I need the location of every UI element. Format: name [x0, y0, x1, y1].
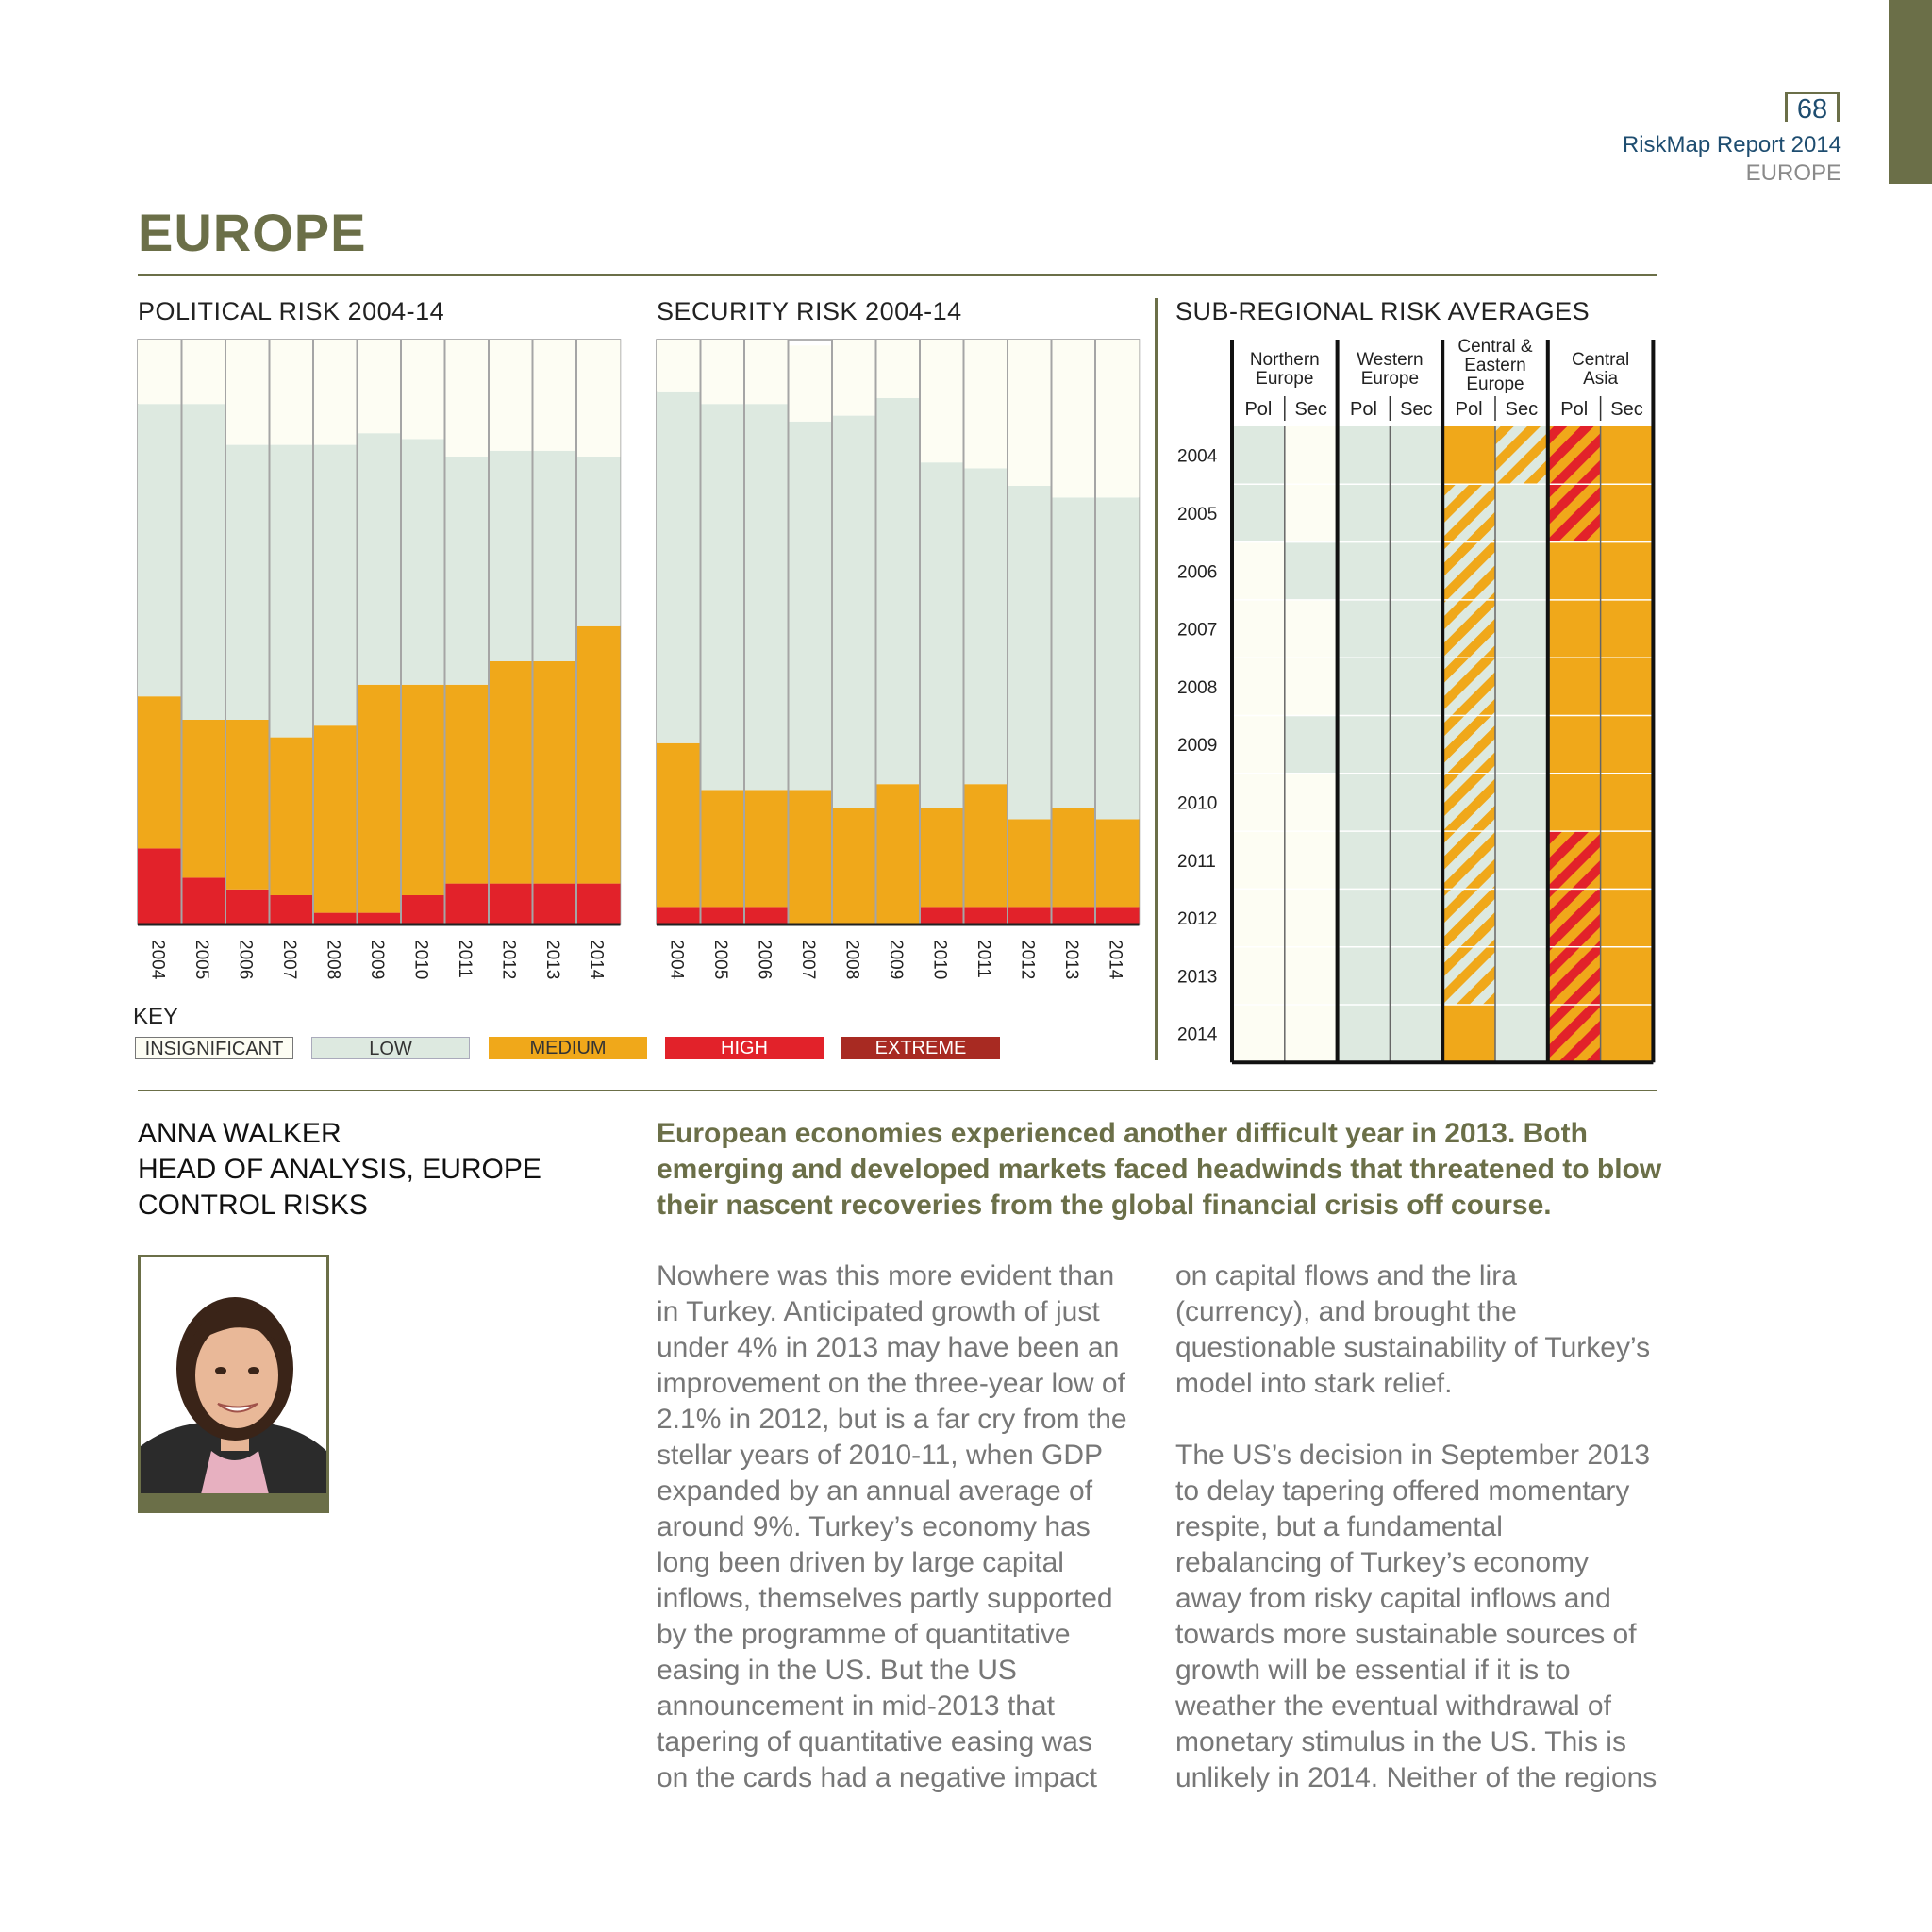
year-label: 2010 [1177, 793, 1218, 814]
security-bar-insignificant-2006 [744, 340, 789, 404]
risk-cell-2004-3 [1390, 426, 1442, 484]
risk-cell-2011-6 [1548, 831, 1601, 889]
security-bar-insignificant-2005 [701, 340, 745, 404]
region-header: Eastern [1464, 356, 1526, 375]
security-bar-low-2005 [701, 404, 745, 790]
security-bar-low-2013 [1052, 497, 1096, 808]
political-tick-label: 2013 [541, 940, 562, 980]
risk-cell-2009-4 [1442, 716, 1495, 774]
political-bar-insignificant-2007 [270, 340, 314, 445]
subregional-title: SUB-REGIONAL RISK AVERAGES [1175, 297, 1591, 325]
year-label: 2014 [1177, 1024, 1218, 1045]
security-bar-insignificant-2014 [1095, 340, 1140, 497]
section-divider [1155, 298, 1158, 1060]
risk-cell-2014-4 [1442, 1005, 1495, 1062]
region-header: Europe [1360, 369, 1420, 389]
risk-cell-2012-0 [1232, 889, 1285, 946]
political-bar-low-2012 [489, 451, 533, 661]
political-bar-insignificant-2014 [576, 340, 621, 457]
security-bar-medium-2004 [657, 743, 701, 908]
security-bar-insignificant-2012 [1008, 340, 1052, 486]
security-bar-low-2006 [744, 404, 789, 790]
risk-cell-2008-6 [1548, 658, 1601, 715]
political-bar-high-2006 [225, 890, 270, 924]
security-bar-medium-2012 [1008, 819, 1052, 907]
risk-cell-2014-3 [1390, 1005, 1442, 1062]
region-header: Europe [1256, 369, 1314, 389]
security-bar-low-2009 [876, 398, 921, 784]
region-header: Asia [1583, 369, 1619, 389]
political-bar-high-2014 [576, 884, 621, 924]
risk-cell-2012-7 [1601, 889, 1654, 946]
political-bar-insignificant-2010 [401, 340, 445, 439]
risk-cell-2004-1 [1285, 426, 1338, 484]
political-bar-medium-2012 [489, 661, 533, 884]
risk-cell-2012-5 [1495, 889, 1548, 946]
security-tick-label: 2011 [973, 940, 993, 978]
column-header-sec: Sec [1505, 399, 1539, 420]
key-insignificant: INSIGNIFICANT [135, 1037, 293, 1059]
political-tick-label: 2006 [235, 940, 256, 980]
political-bar-high-2011 [445, 884, 490, 924]
risk-cell-2006-1 [1285, 542, 1338, 600]
political-tick-label: 2012 [498, 940, 519, 980]
risk-cell-2011-0 [1232, 831, 1285, 889]
body-column-1: Nowhere was this more evident than in Turkey. Anticipated growth of just under 4% in 2013 may have been an improvement on the three-year low of 2.1% in 2012, but is a far cry from the stellar years of 2010-11, when GDP expanded by an annual average of around 9%. Turkey’s economy has long been driven by large capital inflows, themselves partly supported by the programme of quantitative easing in the US. But the US announcement in mid-2013 that tapering of quantitative easing was on the cards had a negative impact [657, 1260, 1127, 1793]
lead-paragraph: European economies experienced another difficult year in 2013. Both emerging and developed markets faced headwinds that threatened to blow their nascent recoveries from the global financial crisis off course. [657, 1118, 1662, 1221]
title-rule [138, 274, 1657, 276]
security-bar-insignificant-2004 [657, 340, 701, 392]
risk-cell-2006-2 [1338, 542, 1391, 600]
section-tab [1889, 0, 1932, 184]
author-block [138, 1116, 541, 1224]
security-bar-insignificant-2009 [876, 340, 921, 398]
portrait-illustration [141, 1257, 326, 1510]
political-bar-low-2007 [270, 445, 314, 738]
security-bar-high-2006 [744, 907, 789, 924]
risk-cell-2013-0 [1232, 947, 1285, 1005]
security-bar-high-2010 [920, 907, 964, 924]
risk-cell-2009-3 [1390, 716, 1442, 774]
risk-cell-2009-2 [1338, 716, 1391, 774]
risk-cell-2007-2 [1338, 600, 1391, 658]
risk-cell-2008-1 [1285, 658, 1338, 715]
security-tick-label: 2013 [1060, 940, 1081, 980]
photo-caption-bar [141, 1493, 326, 1510]
column-header-pol: Pol [1560, 399, 1589, 420]
political-bar-low-2004 [138, 404, 182, 696]
risk-cell-2008-7 [1601, 658, 1654, 715]
political-bar-medium-2014 [576, 626, 621, 884]
political-bar-low-2008 [313, 445, 358, 726]
security-bar-high-2005 [701, 907, 745, 924]
risk-cell-2011-3 [1390, 831, 1442, 889]
security-tick-label: 2012 [1017, 940, 1038, 980]
risk-cell-2006-6 [1548, 542, 1601, 600]
risk-cell-2010-0 [1232, 774, 1285, 831]
risk-cell-2008-0 [1232, 658, 1285, 715]
page-title: EUROPE [138, 203, 367, 262]
risk-cell-2014-6 [1548, 1005, 1601, 1062]
risk-cell-2009-7 [1601, 716, 1654, 774]
risk-cell-2005-2 [1338, 484, 1391, 541]
political-tick-label: 2007 [278, 940, 299, 980]
risk-cell-2013-6 [1548, 947, 1601, 1005]
risk-cell-2013-2 [1338, 947, 1391, 1005]
political-bar-low-2013 [533, 451, 577, 661]
risk-cell-2007-1 [1285, 600, 1338, 658]
year-label: 2004 [1177, 446, 1218, 467]
security-bar-low-2012 [1008, 486, 1052, 819]
security-bar-medium-2011 [964, 784, 1008, 907]
risk-cell-2007-5 [1495, 600, 1548, 658]
political-bar-insignificant-2012 [489, 340, 533, 451]
risk-cell-2005-3 [1390, 484, 1442, 541]
risk-cell-2009-1 [1285, 716, 1338, 774]
risk-cell-2005-4 [1442, 484, 1495, 541]
risk-cell-2011-5 [1495, 831, 1548, 889]
security-bar-medium-2009 [876, 784, 921, 924]
political-bar-medium-2007 [270, 738, 314, 895]
political-bar-medium-2008 [313, 725, 358, 912]
security-bar-high-2011 [964, 907, 1008, 924]
political-bar-insignificant-2013 [533, 340, 577, 451]
risk-cell-2010-3 [1390, 774, 1442, 831]
political-bar-insignificant-2006 [225, 340, 270, 445]
security-bar-medium-2008 [832, 808, 876, 924]
political-bar-low-2005 [182, 404, 226, 720]
risk-cell-2005-7 [1601, 484, 1654, 541]
security-bar-low-2010 [920, 462, 964, 808]
security-bar-medium-2013 [1052, 808, 1096, 907]
political-tick-label: 2014 [586, 940, 607, 980]
security-bar-medium-2010 [920, 808, 964, 907]
risk-cell-2008-5 [1495, 658, 1548, 715]
political-bar-medium-2009 [358, 685, 402, 913]
risk-cell-2007-3 [1390, 600, 1442, 658]
risk-cell-2012-4 [1442, 889, 1495, 946]
security-bar-high-2004 [657, 907, 701, 924]
security-bar-low-2008 [832, 416, 876, 808]
page-number: 68 [1796, 94, 1828, 125]
author-role: HEAD OF ANALYSIS, EUROPE [138, 1154, 541, 1185]
political-bar-low-2009 [358, 433, 402, 685]
key-low: LOW [311, 1037, 470, 1059]
column-header-sec: Sec [1610, 399, 1643, 420]
security-tick-label: 2007 [797, 940, 818, 980]
risk-cell-2004-4 [1442, 426, 1495, 484]
political-bar-high-2005 [182, 877, 226, 924]
political-bar-insignificant-2005 [182, 340, 226, 404]
key-extreme: EXTREME [841, 1037, 1000, 1059]
year-label: 2005 [1177, 504, 1218, 525]
security-tick-label: 2014 [1105, 940, 1125, 980]
risk-cell-2009-5 [1495, 716, 1548, 774]
political-bar-medium-2010 [401, 685, 445, 895]
risk-cell-2004-5 [1495, 426, 1548, 484]
region-header: Western [1357, 350, 1424, 370]
risk-cell-2005-6 [1548, 484, 1601, 541]
political-bar-medium-2011 [445, 685, 490, 884]
risk-cell-2010-5 [1495, 774, 1548, 831]
risk-cell-2011-4 [1442, 831, 1495, 889]
year-label: 2013 [1177, 967, 1218, 988]
risk-cell-2004-0 [1232, 426, 1285, 484]
subregional-risk-grid [1170, 330, 1660, 1066]
risk-cell-2007-6 [1548, 600, 1601, 658]
body-column-2: on capital flows and the lira (currency), and brought the questionable sustainability of Turkey’s model into stark relief. The US’s decision in September 2013 to delay tapering offered momentary respite, but a fundamental rebalancing of Turkey’s economy away from risky capital inflows and towards more sustainable sources of growth will be essential if it is to weather the eventual withdrawal of monetary stimulus in the US. This is unlikely in 2014. Neither of the regions [1175, 1260, 1657, 1793]
political-bar-high-2008 [313, 913, 358, 924]
year-label: 2006 [1177, 562, 1218, 583]
risk-cell-2006-0 [1232, 542, 1285, 600]
column-header-sec: Sec [1400, 399, 1433, 420]
risk-cell-2007-7 [1601, 600, 1654, 658]
political-tick-label: 2008 [323, 940, 343, 980]
security-bar-low-2007 [789, 422, 833, 791]
column-header-pol: Pol [1244, 399, 1273, 420]
year-label: 2011 [1177, 851, 1216, 872]
security-bar-insignificant-2013 [1052, 340, 1096, 497]
security-chart-title: SECURITY RISK 2004-14 [657, 297, 962, 325]
security-bar-high-2013 [1052, 907, 1096, 924]
security-tick-label: 2006 [754, 940, 774, 980]
security-bar-medium-2007 [789, 790, 833, 924]
key-medium: MEDIUM [489, 1037, 647, 1059]
key-high: HIGH [665, 1037, 824, 1059]
risk-cell-2011-7 [1601, 831, 1654, 889]
political-bar-low-2014 [576, 457, 621, 626]
security-bar-low-2011 [964, 468, 1008, 784]
risk-cell-2006-3 [1390, 542, 1442, 600]
security-bar-insignificant-2008 [832, 340, 876, 416]
political-bar-medium-2013 [533, 661, 577, 884]
risk-cell-2011-1 [1285, 831, 1338, 889]
risk-cell-2008-2 [1338, 658, 1391, 715]
year-label: 2007 [1177, 620, 1218, 641]
security-tick-label: 2004 [666, 940, 687, 980]
political-bar-high-2009 [358, 913, 402, 924]
political-bar-high-2004 [138, 848, 182, 924]
political-tick-label: 2010 [410, 940, 431, 980]
risk-cell-2013-3 [1390, 947, 1442, 1005]
risk-cell-2012-1 [1285, 889, 1338, 946]
risk-cell-2007-0 [1232, 600, 1285, 658]
political-bar-medium-2005 [182, 720, 226, 877]
security-bar-low-2004 [657, 392, 701, 743]
risk-cell-2010-6 [1548, 774, 1601, 831]
security-bar-high-2014 [1095, 907, 1140, 924]
risk-cell-2004-7 [1601, 426, 1654, 484]
key-label: KEY [133, 1004, 179, 1029]
political-bar-high-2013 [533, 884, 577, 924]
risk-cell-2011-2 [1338, 831, 1391, 889]
political-bar-insignificant-2009 [358, 340, 402, 433]
security-bar-high-2012 [1008, 907, 1052, 924]
author-name: ANNA WALKER [138, 1118, 341, 1149]
security-bar-medium-2005 [701, 790, 745, 907]
political-bar-insignificant-2011 [445, 340, 490, 457]
political-tick-label: 2009 [366, 940, 387, 980]
column-header-pol: Pol [1455, 399, 1483, 420]
political-bar-medium-2004 [138, 696, 182, 848]
security-bar-insignificant-2010 [920, 340, 964, 462]
year-label: 2012 [1177, 909, 1218, 930]
security-tick-label: 2008 [841, 940, 862, 980]
report-title: RiskMap Report 2014 [1622, 132, 1841, 158]
region-header: Central & [1457, 337, 1533, 357]
region-header: Europe [1466, 375, 1524, 394]
risk-cell-2013-1 [1285, 947, 1338, 1005]
risk-cell-2013-5 [1495, 947, 1548, 1005]
political-bar-low-2006 [225, 445, 270, 720]
security-bar-insignificant-2007 [789, 345, 833, 422]
political-bar-high-2007 [270, 895, 314, 924]
security-tick-label: 2009 [885, 940, 906, 980]
risk-cell-2006-4 [1442, 542, 1495, 600]
security-tick-label: 2010 [929, 940, 950, 980]
political-bar-high-2012 [489, 884, 533, 924]
risk-cell-2014-5 [1495, 1005, 1548, 1062]
political-bar-low-2011 [445, 457, 490, 685]
author-org: CONTROL RISKS [138, 1190, 368, 1221]
risk-cell-2014-2 [1338, 1005, 1391, 1062]
risk-cell-2008-4 [1442, 658, 1495, 715]
political-bar-medium-2006 [225, 720, 270, 890]
risk-cell-2010-7 [1601, 774, 1654, 831]
section-rule [138, 1090, 1657, 1091]
political-bar-high-2010 [401, 895, 445, 924]
risk-cell-2013-4 [1442, 947, 1495, 1005]
risk-cell-2009-6 [1548, 716, 1601, 774]
risk-cell-2014-7 [1601, 1005, 1654, 1062]
security-bar-medium-2006 [744, 790, 789, 907]
risk-cell-2005-1 [1285, 484, 1338, 541]
risk-cell-2004-6 [1548, 426, 1601, 484]
political-bar-low-2010 [401, 439, 445, 684]
political-bar-insignificant-2008 [313, 340, 358, 445]
political-tick-label: 2011 [454, 940, 475, 978]
political-risk-chart [132, 335, 623, 995]
risk-cell-2008-3 [1390, 658, 1442, 715]
political-tick-label: 2004 [147, 940, 168, 980]
risk-cell-2010-4 [1442, 774, 1495, 831]
political-tick-label: 2005 [191, 940, 211, 980]
risk-cell-2013-7 [1601, 947, 1654, 1005]
risk-cell-2012-3 [1390, 889, 1442, 946]
risk-cell-2007-4 [1442, 600, 1495, 658]
risk-cell-2009-0 [1232, 716, 1285, 774]
risk-cell-2010-1 [1285, 774, 1338, 831]
risk-cell-2004-2 [1338, 426, 1391, 484]
risk-cell-2010-2 [1338, 774, 1391, 831]
risk-cell-2006-5 [1495, 542, 1548, 600]
risk-cell-2005-0 [1232, 484, 1285, 541]
security-bar-low-2014 [1095, 497, 1140, 819]
author-photo [138, 1255, 329, 1513]
political-chart-title: POLITICAL RISK 2004-14 [138, 297, 445, 325]
column-header-pol: Pol [1350, 399, 1377, 420]
region-header: Northern [1249, 350, 1320, 370]
column-header-sec: Sec [1294, 399, 1327, 420]
security-bar-insignificant-2011 [964, 340, 1008, 468]
year-label: 2008 [1177, 677, 1218, 698]
security-risk-chart [651, 335, 1141, 995]
security-tick-label: 2005 [709, 940, 730, 980]
political-bar-insignificant-2004 [138, 340, 182, 404]
region-header: Central [1571, 350, 1630, 370]
risk-cell-2012-2 [1338, 889, 1391, 946]
report-section: EUROPE [1745, 160, 1841, 186]
risk-cell-2014-0 [1232, 1005, 1285, 1062]
risk-cell-2012-6 [1548, 889, 1601, 946]
risk-cell-2014-1 [1285, 1005, 1338, 1062]
risk-cell-2006-7 [1601, 542, 1654, 600]
security-bar-medium-2014 [1095, 819, 1140, 907]
year-label: 2009 [1177, 736, 1218, 757]
risk-cell-2005-5 [1495, 484, 1548, 541]
